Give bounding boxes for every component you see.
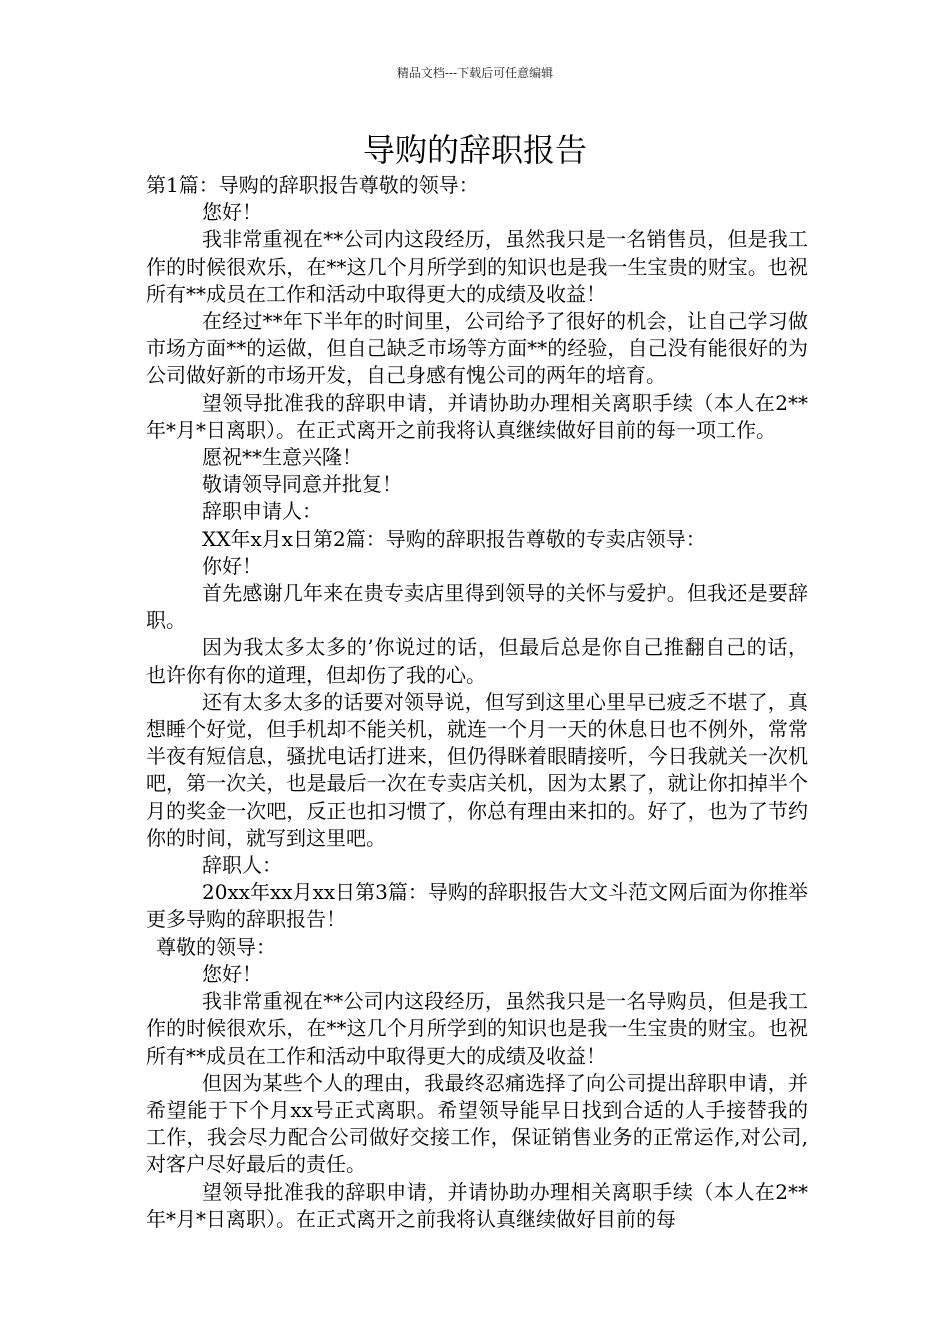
paragraph-greeting: 您好！ [202, 200, 262, 225]
paragraph: 我非常重视在**公司内这段经历，虽然我只是一名导购员，但是我工作的时候很欢乐，在**这几个月所学到的知识也是我一生宝贵的财宝。也祝所有**成员在工作和活动中取得更大的成绩及收益！ [146, 989, 808, 1068]
paragraph: 望领导批准我的辞职申请，并请协助办理相关离职手续（本人在2**年*月*日离职）。在正式离开之前我将认真继续做好目前的每一项工作。 [146, 390, 808, 442]
document-title: 导购的辞职报告 [362, 131, 587, 169]
paragraph-section2-heading: XX年x月x日第2篇：导购的辞职报告尊敬的专卖店领导： [202, 526, 706, 551]
paragraph: 我非常重视在**公司内这段经历，虽然我只是一名销售员，但是我工作的时候很欢乐，在**这几个月所学到的知识也是我一生宝贵的财宝。也祝所有**成员在工作和活动中取得更大的成绩及收益！ [146, 227, 808, 306]
paragraph-section3-heading: 20xx年xx月xx日第3篇：导购的辞职报告大文斗范文网后面为你推举更多导购的辞职报告！ [146, 880, 808, 932]
paragraph: 望领导批准我的辞职申请，并请协助办理相关离职手续（本人在2**年*月*日离职）。在正式离开之前我将认真继续做好目前的每 [146, 1179, 808, 1231]
paragraph: 在经过**年下半年的时间里，公司给予了很好的机会，让自己学习做市场方面**的运做，但自己缺乏市场等方面**的经验，自己没有能很好的为公司做好新的市场开发，自己身感有愧公司的两年的培育。 [146, 309, 808, 388]
paragraph: 因为我太多太多的’你说过的话，但最后总是你自己推翻自己的话，也许你有你的道理，但却伤了我的心。 [146, 635, 808, 687]
document-body [146, 172, 808, 1233]
paragraph-signature: 辞职申请人： [202, 499, 322, 524]
paragraph-greeting: 您好！ [202, 961, 262, 986]
paragraph-signature: 辞职人： [202, 853, 282, 878]
paragraph-greeting: 你好！ [202, 553, 262, 578]
paragraph: 还有太多太多的话要对领导说，但写到这里心里早已疲乏不堪了，真想睡个好觉，但手机却不能关机，就连一个月一天的休息日也不例外，常常半夜有短信息，骚扰电话打进来，但仍得眯着眼睛接听，今日我就关一次机吧，第一次关，也是最后一次在专卖店关机，因为太累了，就让你扣掉半个月的奖金一次吧，反正也扣习惯了，你总有理由来扣的。好了，也为了节约你的时间，就写到这里吧。 [146, 689, 808, 850]
paragraph-salutation: 尊敬的领导： [156, 934, 276, 959]
paragraph: 敬请领导同意并批复！ [202, 472, 402, 497]
paragraph-section1-heading: 第1篇：导购的辞职报告尊敬的领导： [146, 173, 479, 197]
paragraph: 首先感谢几年来在贵专卖店里得到领导的关怀与爱护。但我还是要辞职。 [146, 581, 808, 633]
page-header: 精品文档---下载后可任意编辑 [396, 66, 554, 80]
paragraph: 但因为某些个人的理由，我最终忍痛选择了向公司提出辞职申请，并希望能于下个月xx号正式离职。希望领导能早日找到合适的人手接替我的工作，我会尽力配合公司做好交接工作，保证销售业务的正常运作,对公司,对客户尽好最后的责任。 [146, 1070, 808, 1177]
paragraph: 愿祝**生意兴隆！ [202, 445, 362, 470]
